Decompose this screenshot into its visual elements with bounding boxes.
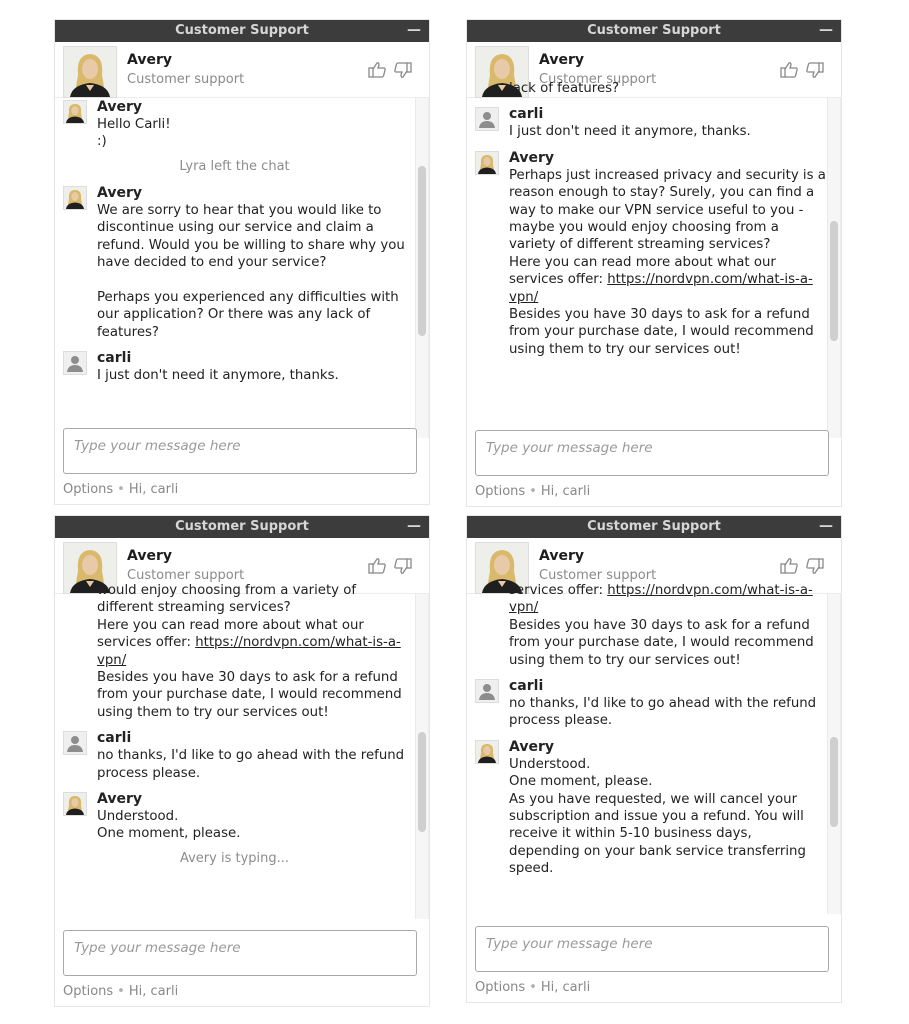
message-line: One moment, please.: [509, 774, 653, 790]
message-link[interactable]: https://nordvpn.com/what-is-a-vpn/: [509, 272, 813, 305]
message-text: [97, 202, 414, 341]
user-message: [55, 729, 414, 782]
message-text: [509, 123, 826, 140]
agent-avatar-small: [475, 740, 499, 764]
agent-avatar-small: [63, 792, 87, 816]
message-fragment: [55, 582, 414, 721]
thumbs-down-icon[interactable]: [805, 556, 825, 576]
chat-panel-4: [467, 516, 841, 1002]
greeting-text: Hi, carli: [540, 484, 591, 499]
message-text: [97, 808, 414, 843]
chat-title: Customer Support: [587, 519, 721, 534]
chat-footer: [63, 482, 178, 497]
separator-dot: •: [529, 980, 537, 995]
thumbs-up-icon[interactable]: [367, 60, 387, 80]
message-list-content: [467, 582, 826, 886]
message-line: Besides you have 30 days to ask for a refund from your purchase date, I would recommend using them to try our services out!: [509, 307, 814, 357]
message-input-box[interactable]: [475, 926, 829, 972]
message-line: Perhaps you experienced any difficulties with our application? Or there was any lack of features?: [97, 289, 399, 340]
agent-avatar-small: [63, 100, 87, 124]
separator-dot: •: [117, 984, 125, 999]
message-text: [97, 582, 414, 721]
message-line: services offer:: [509, 583, 608, 598]
separator-dot: •: [529, 484, 537, 499]
chat-title: Customer Support: [175, 519, 309, 534]
chat-panel-2: [467, 20, 841, 506]
message-link[interactable]: https://nordvpn.com/what-is-a-vpn/: [97, 635, 401, 668]
message-input[interactable]: [72, 437, 406, 455]
thumbs-down-icon[interactable]: [393, 556, 413, 576]
agent-avatar-small: [475, 151, 499, 175]
message-list-content: [55, 582, 414, 876]
agent-message: [467, 738, 826, 878]
message-input-box[interactable]: [475, 430, 829, 476]
message-text: [97, 116, 414, 151]
agent-name: Avery: [127, 548, 172, 564]
user-avatar-icon: [63, 351, 87, 375]
message-sender: Avery: [97, 99, 142, 115]
message-text: [509, 167, 826, 358]
greeting-text: Hi, carli: [128, 482, 179, 497]
agent-avatar: [63, 46, 117, 98]
message-input-box[interactable]: [63, 428, 417, 474]
user-avatar-icon: [475, 107, 499, 131]
message-line: Hello Carli!: [97, 117, 171, 132]
message-list[interactable]: [467, 583, 841, 914]
message-input[interactable]: [484, 439, 818, 457]
scrollbar-thumb[interactable]: [418, 732, 426, 832]
message-line: would enjoy choosing from a variety of different streaming services?: [97, 583, 357, 616]
chat-titlebar: [467, 20, 841, 42]
message-line: Besides you have 30 days to ask for a refund from your purchase date, I would recommend using them to try our services out!: [509, 617, 814, 668]
user-message: [467, 105, 826, 140]
chat-titlebar: [467, 516, 841, 538]
greeting-text: Hi, carli: [128, 984, 179, 999]
chat-panel-1: [55, 20, 429, 504]
message-sender: Avery: [97, 791, 142, 808]
agent-message: [467, 149, 826, 358]
minimize-button[interactable]: —: [819, 518, 833, 534]
message-sender: Avery: [509, 149, 554, 166]
message-line: Here you can read more about what our services offer:: [509, 254, 776, 288]
scrollbar-thumb[interactable]: [830, 737, 838, 827]
message-input[interactable]: [484, 935, 818, 953]
agent-role: Customer support: [127, 568, 245, 583]
message-sender: Avery: [509, 738, 554, 755]
scrollbar[interactable]: [827, 594, 840, 914]
chat-footer: [475, 484, 590, 499]
chat-footer: [475, 980, 590, 995]
thumbs-down-icon[interactable]: [805, 60, 825, 80]
message-text: [509, 695, 826, 730]
scrollbar[interactable]: [827, 98, 840, 438]
agent-name: Avery: [539, 548, 584, 564]
message-list-content: [467, 80, 826, 366]
message-list[interactable]: [467, 81, 841, 438]
message-line: Perhaps just increased privacy and security is a reason enough to stay? Surely, you can find a way to make our VPN service useful to you - maybe you would enjoy choosing from a variety of different streaming services?: [509, 167, 826, 253]
chat-panel-3: [55, 516, 429, 1006]
message-sender: carli: [97, 730, 132, 747]
options-link[interactable]: Options: [63, 984, 114, 999]
chat-titlebar: [55, 516, 429, 538]
message-fragment: [467, 80, 826, 97]
options-link[interactable]: Options: [475, 484, 526, 499]
thumbs-up-icon[interactable]: [367, 556, 387, 576]
message-text: [509, 80, 826, 97]
message-sender: carli: [97, 350, 132, 367]
message-line: no thanks, I'd like to go ahead with the refund process please.: [509, 696, 817, 729]
system-notice: Lyra left the chat: [179, 158, 290, 174]
message-sender: Avery: [97, 184, 142, 201]
message-sender: carli: [509, 678, 544, 695]
thumbs-up-icon[interactable]: [779, 556, 799, 576]
message-line: I just don't need it anymore, thanks.: [509, 124, 751, 140]
message-text: [97, 367, 414, 384]
options-link[interactable]: Options: [475, 980, 526, 995]
message-line: no thanks, I'd like to go ahead with the refund process please.: [97, 748, 405, 781]
thumbs-down-icon[interactable]: [393, 60, 413, 80]
user-avatar-icon: [475, 679, 499, 703]
message-line: We are sorry to hear that you would like to discontinue using our service and claim a refund. Would you be willing to share why you have decided to end your service?: [97, 202, 405, 271]
message-fragment: [467, 582, 826, 669]
agent-avatar-small: [63, 186, 87, 210]
message-line: I just don't need it anymore, thanks.: [97, 368, 339, 384]
agent-role: Customer support: [539, 568, 657, 583]
message-list-content: [55, 98, 414, 392]
agent-name: Avery: [539, 52, 584, 68]
scrollbar-thumb[interactable]: [418, 166, 426, 336]
message-line: lack of features?: [509, 81, 620, 96]
message-list[interactable]: [55, 583, 429, 919]
chat-title: Customer Support: [587, 23, 721, 38]
system-notice: Avery is typing...: [179, 850, 290, 866]
message-sender: carli: [509, 106, 544, 123]
agent-role: Customer support: [127, 72, 245, 87]
message-input-box[interactable]: [63, 930, 417, 976]
message-text: [97, 747, 414, 782]
agent-message: [55, 790, 414, 843]
separator-dot: •: [117, 482, 125, 497]
message-line: Here you can read more about what our services offer:: [97, 617, 364, 651]
chat-title: Customer Support: [175, 23, 309, 38]
user-avatar-icon: [63, 731, 87, 755]
chat-footer: [63, 984, 178, 999]
scrollbar-thumb[interactable]: [830, 221, 838, 341]
user-message: [55, 349, 414, 384]
message-line: Understood.: [97, 809, 179, 825]
message-link[interactable]: https://nordvpn.com/what-is-a-vpn/: [509, 583, 813, 616]
thumbs-up-icon[interactable]: [779, 60, 799, 80]
minimize-button[interactable]: —: [407, 518, 421, 534]
chat-titlebar: [55, 20, 429, 42]
message-line: :): [97, 134, 107, 150]
scrollbar[interactable]: [415, 98, 428, 438]
options-link[interactable]: Options: [63, 482, 114, 497]
user-message: [467, 677, 826, 730]
message-text: [509, 756, 826, 878]
message-line: One moment, please.: [97, 826, 241, 842]
agent-message: [55, 98, 414, 151]
minimize-button[interactable]: —: [819, 22, 833, 38]
scrollbar[interactable]: [415, 594, 428, 919]
message-line: As you have requested, we will cancel your subscription and issue you a refund. You will receive it within 5-10 business days, depending on your bank service transferring speed.: [509, 791, 806, 877]
message-line: Besides you have 30 days to ask for a refund from your purchase date, I would recommend using them to try our services out!: [97, 670, 402, 720]
greeting-text: Hi, carli: [540, 980, 591, 995]
message-text: [509, 582, 826, 669]
agent-role: Customer support: [539, 72, 657, 87]
minimize-button[interactable]: —: [407, 22, 421, 38]
message-line: Understood.: [509, 756, 591, 772]
agent-name: Avery: [127, 52, 172, 68]
agent-message: [55, 184, 414, 341]
chat-header: [55, 42, 429, 98]
message-input[interactable]: [72, 939, 406, 957]
message-list[interactable]: [55, 98, 429, 438]
